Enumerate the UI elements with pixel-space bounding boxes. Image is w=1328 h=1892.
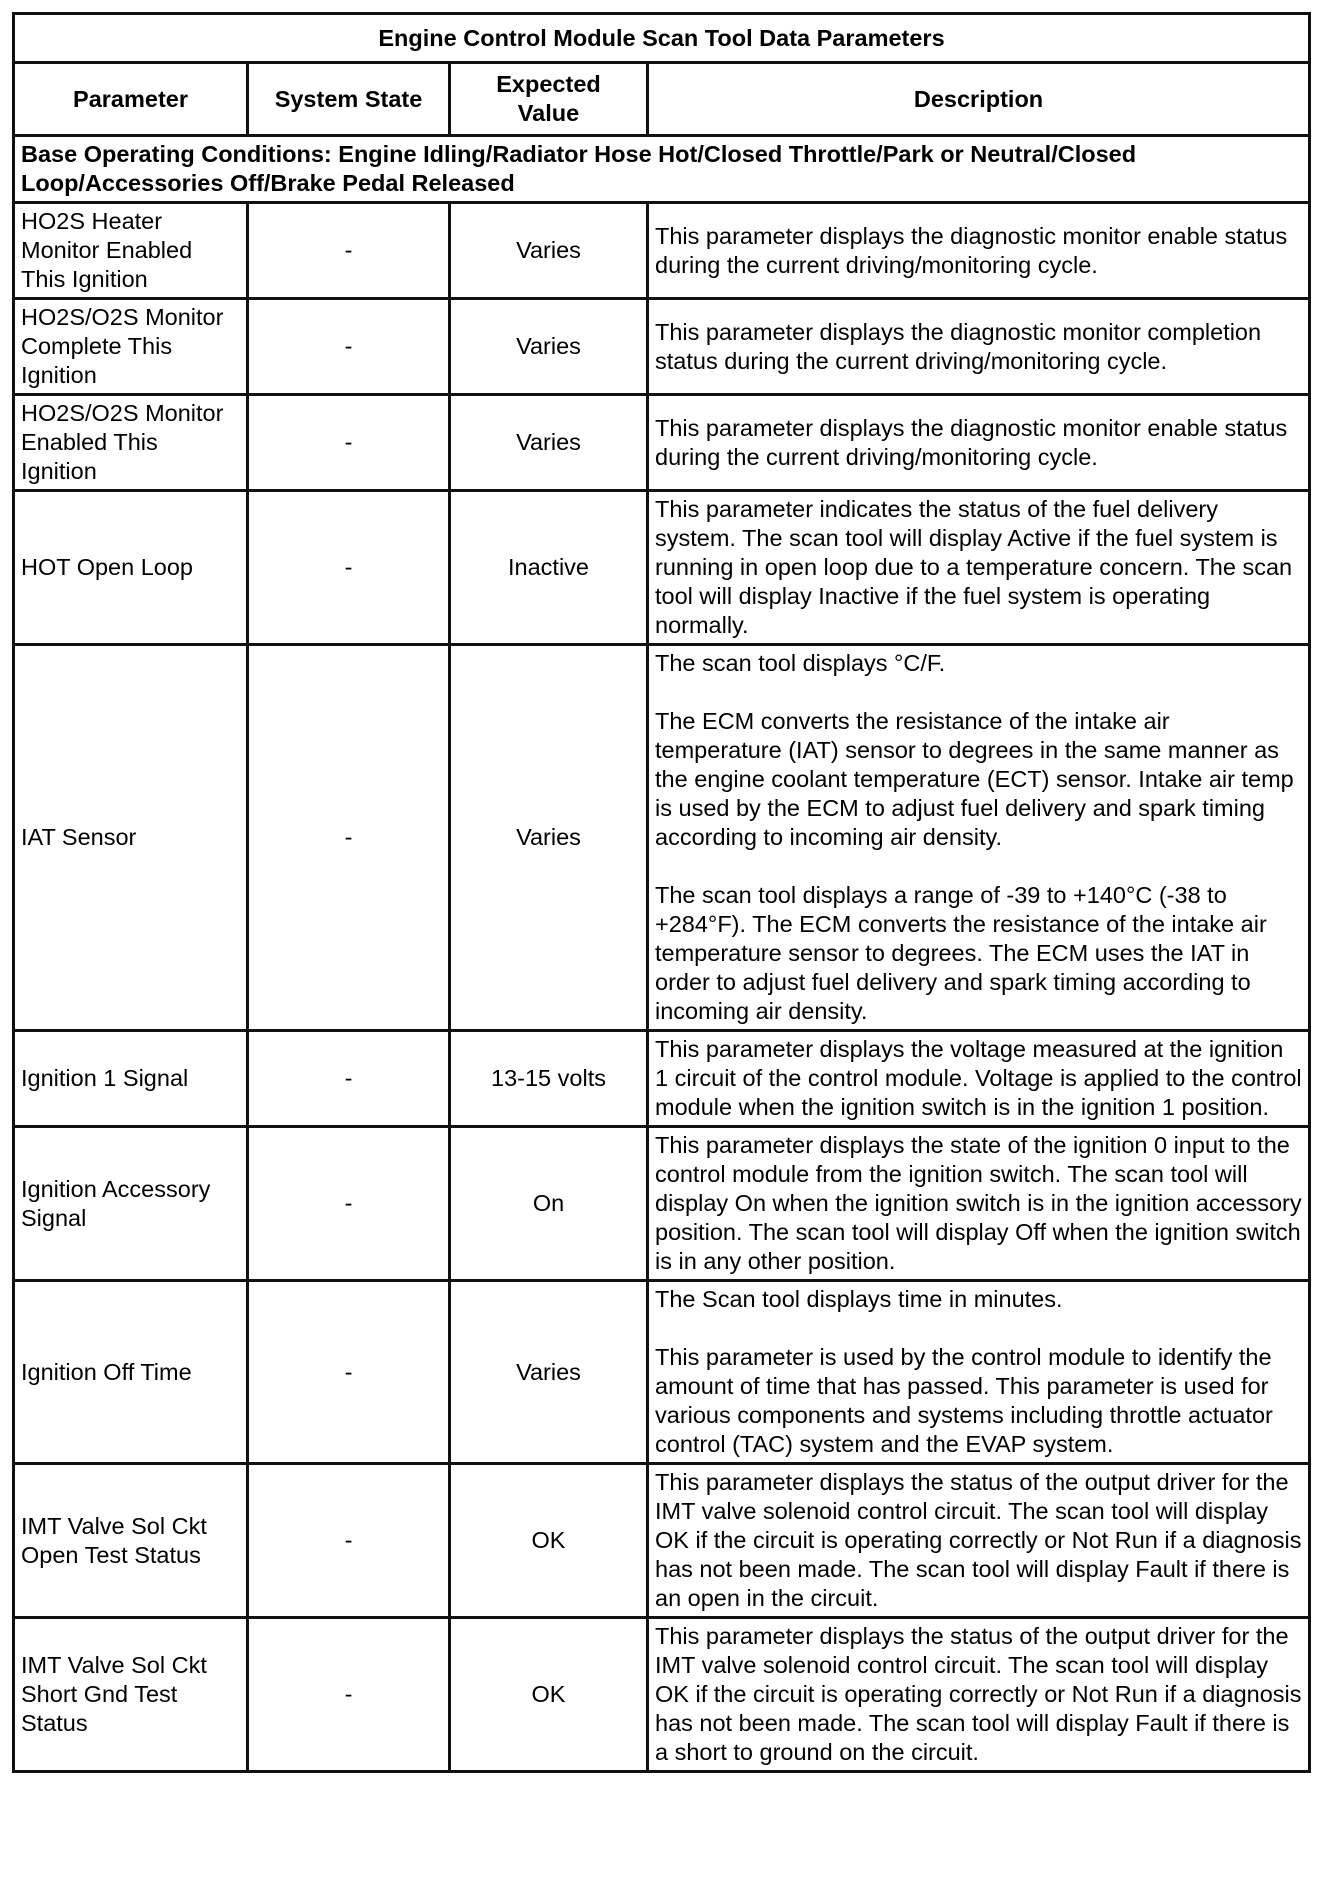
description-paragraph: The Scan tool displays time in minutes. [655, 1286, 1063, 1312]
table-row [14, 1464, 1310, 1618]
conditions-row [14, 136, 1310, 203]
description-cell [648, 395, 1310, 491]
system-state-cell: - [248, 1464, 450, 1618]
description-cell [648, 1031, 1310, 1127]
header-system-state: System State [248, 63, 450, 136]
expected-value-cell: Varies [450, 395, 648, 491]
system-state-cell: - [248, 1281, 450, 1464]
header-expected-line2: Value [517, 100, 580, 126]
header-parameter: Parameter [14, 63, 248, 136]
expected-value-cell: Varies [450, 203, 648, 299]
table-row [14, 491, 1310, 645]
header-expected-line1: Expected [496, 71, 601, 97]
system-state-cell: - [248, 395, 450, 491]
description-cell [648, 1618, 1310, 1772]
table-row [14, 1031, 1310, 1127]
table-row [14, 645, 1310, 1031]
description-paragraph: This parameter displays the diagnostic monitor enable status during the current driving/monitoring cycle. [655, 222, 1288, 278]
table-row [14, 203, 1310, 299]
parameter-cell: IMT Valve Sol Ckt Open Test Status [14, 1464, 248, 1618]
scan-tool-data-table [12, 12, 1311, 1773]
system-state-cell: - [248, 645, 450, 1031]
parameter-cell: HO2S/O2S Monitor Enabled This Ignition [14, 395, 248, 491]
expected-value-cell: OK [450, 1618, 648, 1772]
table-row [14, 1127, 1310, 1281]
description-cell [648, 645, 1310, 1031]
parameter-cell: HO2S/O2S Monitor Complete This Ignition [14, 299, 248, 395]
system-state-cell: - [248, 299, 450, 395]
system-state-cell: - [248, 1031, 450, 1127]
expected-value-cell: On [450, 1127, 648, 1281]
expected-value-cell: Inactive [450, 491, 648, 645]
description-paragraph: This parameter displays the status of the output driver for the IMT valve solenoid control circuit. The scan tool will display OK if the circuit is operating correctly or Not Run if a diagnosis has not been made. The scan tool will display Fault if there is an open in the circuit. [655, 1469, 1302, 1611]
description-paragraph: This parameter displays the diagnostic monitor enable status during the current driving/monitoring cycle. [655, 414, 1288, 470]
base-operating-conditions: Base Operating Conditions: Engine Idling/Radiator Hose Hot/Closed Throttle/Park or Neutral/Closed Loop/Accessories Off/Brake Pedal Released [14, 136, 1310, 203]
description-paragraph: This parameter displays the diagnostic monitor completion status during the current driving/monitoring cycle. [655, 318, 1262, 374]
system-state-cell: - [248, 491, 450, 645]
paragraph-gap [655, 852, 1302, 881]
description-cell [648, 1464, 1310, 1618]
description-paragraph: This parameter displays the state of the ignition 0 input to the control module from the ignition switch. The scan tool will display On when the ignition switch is in the ignition accessory position. The scan tool will display Off when the ignition switch is in any other position. [655, 1132, 1302, 1274]
table-title: Engine Control Module Scan Tool Data Parameters [14, 14, 1310, 63]
parameter-cell: HOT Open Loop [14, 491, 248, 645]
parameter-cell: Ignition 1 Signal [14, 1031, 248, 1127]
description-cell [648, 203, 1310, 299]
paragraph-gap [655, 678, 1302, 707]
table-row [14, 1281, 1310, 1464]
system-state-cell: - [248, 1618, 450, 1772]
expected-value-cell: Varies [450, 1281, 648, 1464]
header-expected-value [450, 63, 648, 136]
header-description: Description [648, 63, 1310, 136]
parameter-cell: IAT Sensor [14, 645, 248, 1031]
table-row [14, 299, 1310, 395]
parameter-cell: IMT Valve Sol Ckt Short Gnd Test Status [14, 1618, 248, 1772]
description-paragraph: This parameter displays the status of the output driver for the IMT valve solenoid control circuit. The scan tool will display OK if the circuit is operating correctly or Not Run if a diagnosis has not been made. The scan tool will display Fault if there is a short to ground on the circuit. [655, 1623, 1302, 1765]
expected-value-cell: OK [450, 1464, 648, 1618]
table-row [14, 1618, 1310, 1772]
description-paragraph: The scan tool displays a range of -39 to +140°C (-38 to +284°F). The ECM converts the resistance of the intake air temperature sensor to degrees. The ECM uses the IAT in order to adjust fuel delivery and spark timing according to incoming air density. [655, 882, 1267, 1024]
description-paragraph: The scan tool displays °C/F. [655, 650, 946, 676]
description-paragraph: This parameter displays the voltage measured at the ignition 1 circuit of the control module. Voltage is applied to the control module when the ignition switch is in the ignition 1 position. [655, 1036, 1302, 1120]
expected-value-cell: Varies [450, 299, 648, 395]
header-row [14, 63, 1310, 136]
parameter-cell: Ignition Off Time [14, 1281, 248, 1464]
description-cell [648, 1127, 1310, 1281]
description-cell [648, 491, 1310, 645]
description-paragraph: This parameter indicates the status of the fuel delivery system. The scan tool will display Active if the fuel system is running in open loop due to a temperature concern. The scan tool will display Inactive if the fuel system is operating normally. [655, 496, 1293, 638]
system-state-cell: - [248, 1127, 450, 1281]
title-row [14, 14, 1310, 63]
paragraph-gap [655, 1314, 1302, 1343]
parameter-cell: Ignition Accessory Signal [14, 1127, 248, 1281]
description-cell [648, 1281, 1310, 1464]
expected-value-cell: Varies [450, 645, 648, 1031]
table-row [14, 395, 1310, 491]
description-cell [648, 299, 1310, 395]
expected-value-cell: 13-15 volts [450, 1031, 648, 1127]
system-state-cell: - [248, 203, 450, 299]
description-paragraph: The ECM converts the resistance of the intake air temperature (IAT) sensor to degrees in the same manner as the engine coolant temperature (ECT) sensor. Intake air temp is used by the ECM to adjust fuel delivery and spark timing according to incoming air density. [655, 708, 1294, 850]
description-paragraph: This parameter is used by the control module to identify the amount of time that has passed. This parameter is used for various components and systems including throttle actuator control (TAC) system and the EVAP system. [655, 1344, 1273, 1457]
parameter-cell: HO2S Heater Monitor Enabled This Ignition [14, 203, 248, 299]
